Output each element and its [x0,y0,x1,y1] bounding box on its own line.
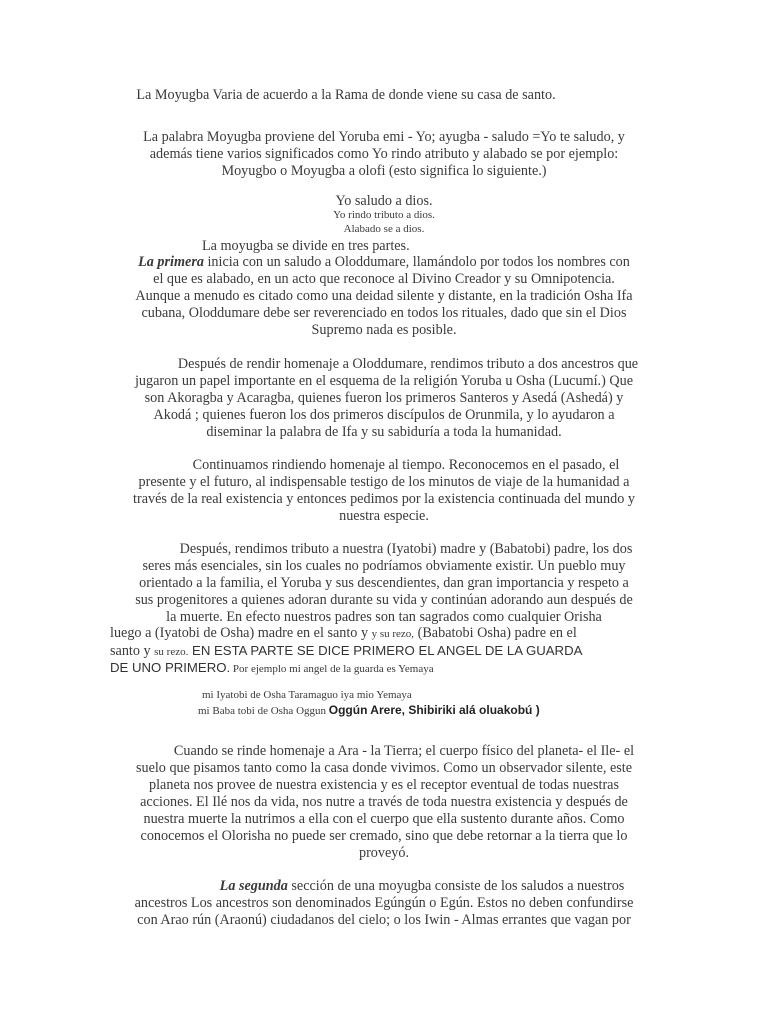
text-line: nuestra muerte la nutrimos a ella con el cuerpo que ella sustento durante años. Como [143,811,625,827]
text-span: y su rezo, [371,628,415,640]
text-span: EN ESTA PARTE SE DICE PRIMERO EL ANGEL DE LA GUARDA [188,643,583,658]
text-line: proveyó. [358,845,410,861]
text-line: través de la real existencia y entonces pedimos por la existencia continuada del mundo y [133,491,635,507]
text-line: orientado a la familia, el Yoruba y sus descendientes, dan gran importancia y respeto a [139,575,629,591]
text-line: Yo rindo tributo a dios. [333,209,435,221]
text-line: conocemos el Olorisha no puede ser cremado, sino que debe retornar a la tierra que lo [140,828,628,844]
text-line [38,878,768,895]
text-line: son Akoragba y Acaragba, quienes fueron los primeros Santeros y Asedá (Ashedá) y [144,390,624,406]
text-span: inicia con un saludo a Oloddumare, llamándolo por todos los nombres con [203,254,630,270]
text-span: su rezo. [154,646,189,658]
section-heading: La segunda [219,878,288,894]
text-line: además tiene varios significados como Yo rindo atributo y alabado se por ejemplo: [149,146,619,162]
text-line: Cuando se rinde homenaje a Ara - la Tierra; el cuerpo físico del planeta- el Ile- el [173,743,635,759]
text-line: Akodá ; quienes fueron los dos primeros discípulos de Orunmila, y lo ayudaron a [153,407,615,423]
text-span: mi Baba tobi de Osha Oggun [198,705,329,717]
text-line: el que es alabado, en un acto que reconoce al Divino Creador y su Omnipotencia. [153,271,615,287]
text-line: presente y el futuro, al indispensable testigo de los minutos de viaje de la humanidad a [138,474,630,490]
text-line: Moyugbo o Moyugba a olofi (esto significa lo siguiente.) [221,163,547,179]
text-line: Después de rendir homenaje a Oloddumare, rendimos tributo a dos ancestros que [177,356,639,372]
text-line: acciones. El Ilé nos da vida, nos nutre a través de toda nuestra existencia y después de [140,794,628,810]
text-line: Yo saludo a dios. [335,193,433,209]
text-span: sección de una moyugba consiste de los saludos a nuestros [287,878,625,894]
text-line: ancestros Los ancestros son denominados Egúngún o Egún. Estos no deben confundirse [134,895,634,911]
text-span: Oggún Arere, Shibiriki alá oluakobú ) [328,703,540,717]
text-span: (Babatobi Osha) padre en el [414,625,577,641]
text-span: Por ejemplo mi angel de la guarda es Yemaya [230,663,434,675]
text-line [198,702,540,719]
text-line: Después, rendimos tributo a nuestra (Iyatobi) madre y (Babatobi) padre, los dos [179,541,633,557]
text-line: la muerte. En efecto nuestros padres son tan sagrados como cualquier Orisha [166,609,602,625]
text-line: jugaron un papel importante en el esquema de la religión Yoruba u Osha (Lucumí.) Que [134,373,633,389]
text-line: con Arao rún (Araonú) ciudadanos del cielo; o los Iwin - Almas errantes que vagan por [137,912,631,928]
text-line: Continuamos rindiendo homenaje al tiempo. Reconocemos en el pasado, el [192,457,620,473]
text-line: diseminar la palabra de Ifa y su sabiduría a toda la humanidad. [206,424,562,440]
text-line: Supremo nada es posible. [311,322,457,338]
text-line [110,642,582,660]
text-line: suelo que pisamos tanto como la casa donde vivimos. Como un observador silente, este [135,760,633,776]
text-line: sus progenitores a quienes adoran durante su vida y continúan adorando aun después de [135,592,633,608]
text-span: luego a (Iyatobi de Osha) madre en el santo y [110,625,372,641]
text-line: seres más esenciales, sin los cuales no podríamos obviamente existir. Un pueblo muy [142,558,626,574]
text-line: La Moyugba Varia de acuerdo a la Rama de donde viene su casa de santo. [136,87,556,103]
text-line: Aunque a menudo es citado como una deidad silente y distante, en la tradición Osha Ifa [135,288,633,304]
text-line: planeta nos provee de nuestra existencia y es el receptor eventual de todas nuestras [149,777,619,793]
text-span: santo y [110,643,155,659]
text-line [110,659,434,677]
text-line: mi Iyatobi de Osha Taramaguo iya mio Yemaya [202,689,412,701]
text-line [0,254,768,271]
text-line: La palabra Moyugba proviene del Yoruba emi - Yo; ayugba - saludo =Yo te saludo, y [143,129,625,145]
text-line: Alabado se a dios. [343,223,425,235]
text-span: DE UNO PRIMERO. [110,660,231,675]
text-line: cubana, Oloddumare debe ser reverenciado en todos los rituales, dado que sin el Dios [141,305,627,321]
section-heading: La primera [138,254,204,270]
text-line: La moyugba se divide en tres partes. [202,238,410,254]
text-line: nuestra especie. [339,508,429,524]
text-line [110,625,577,642]
